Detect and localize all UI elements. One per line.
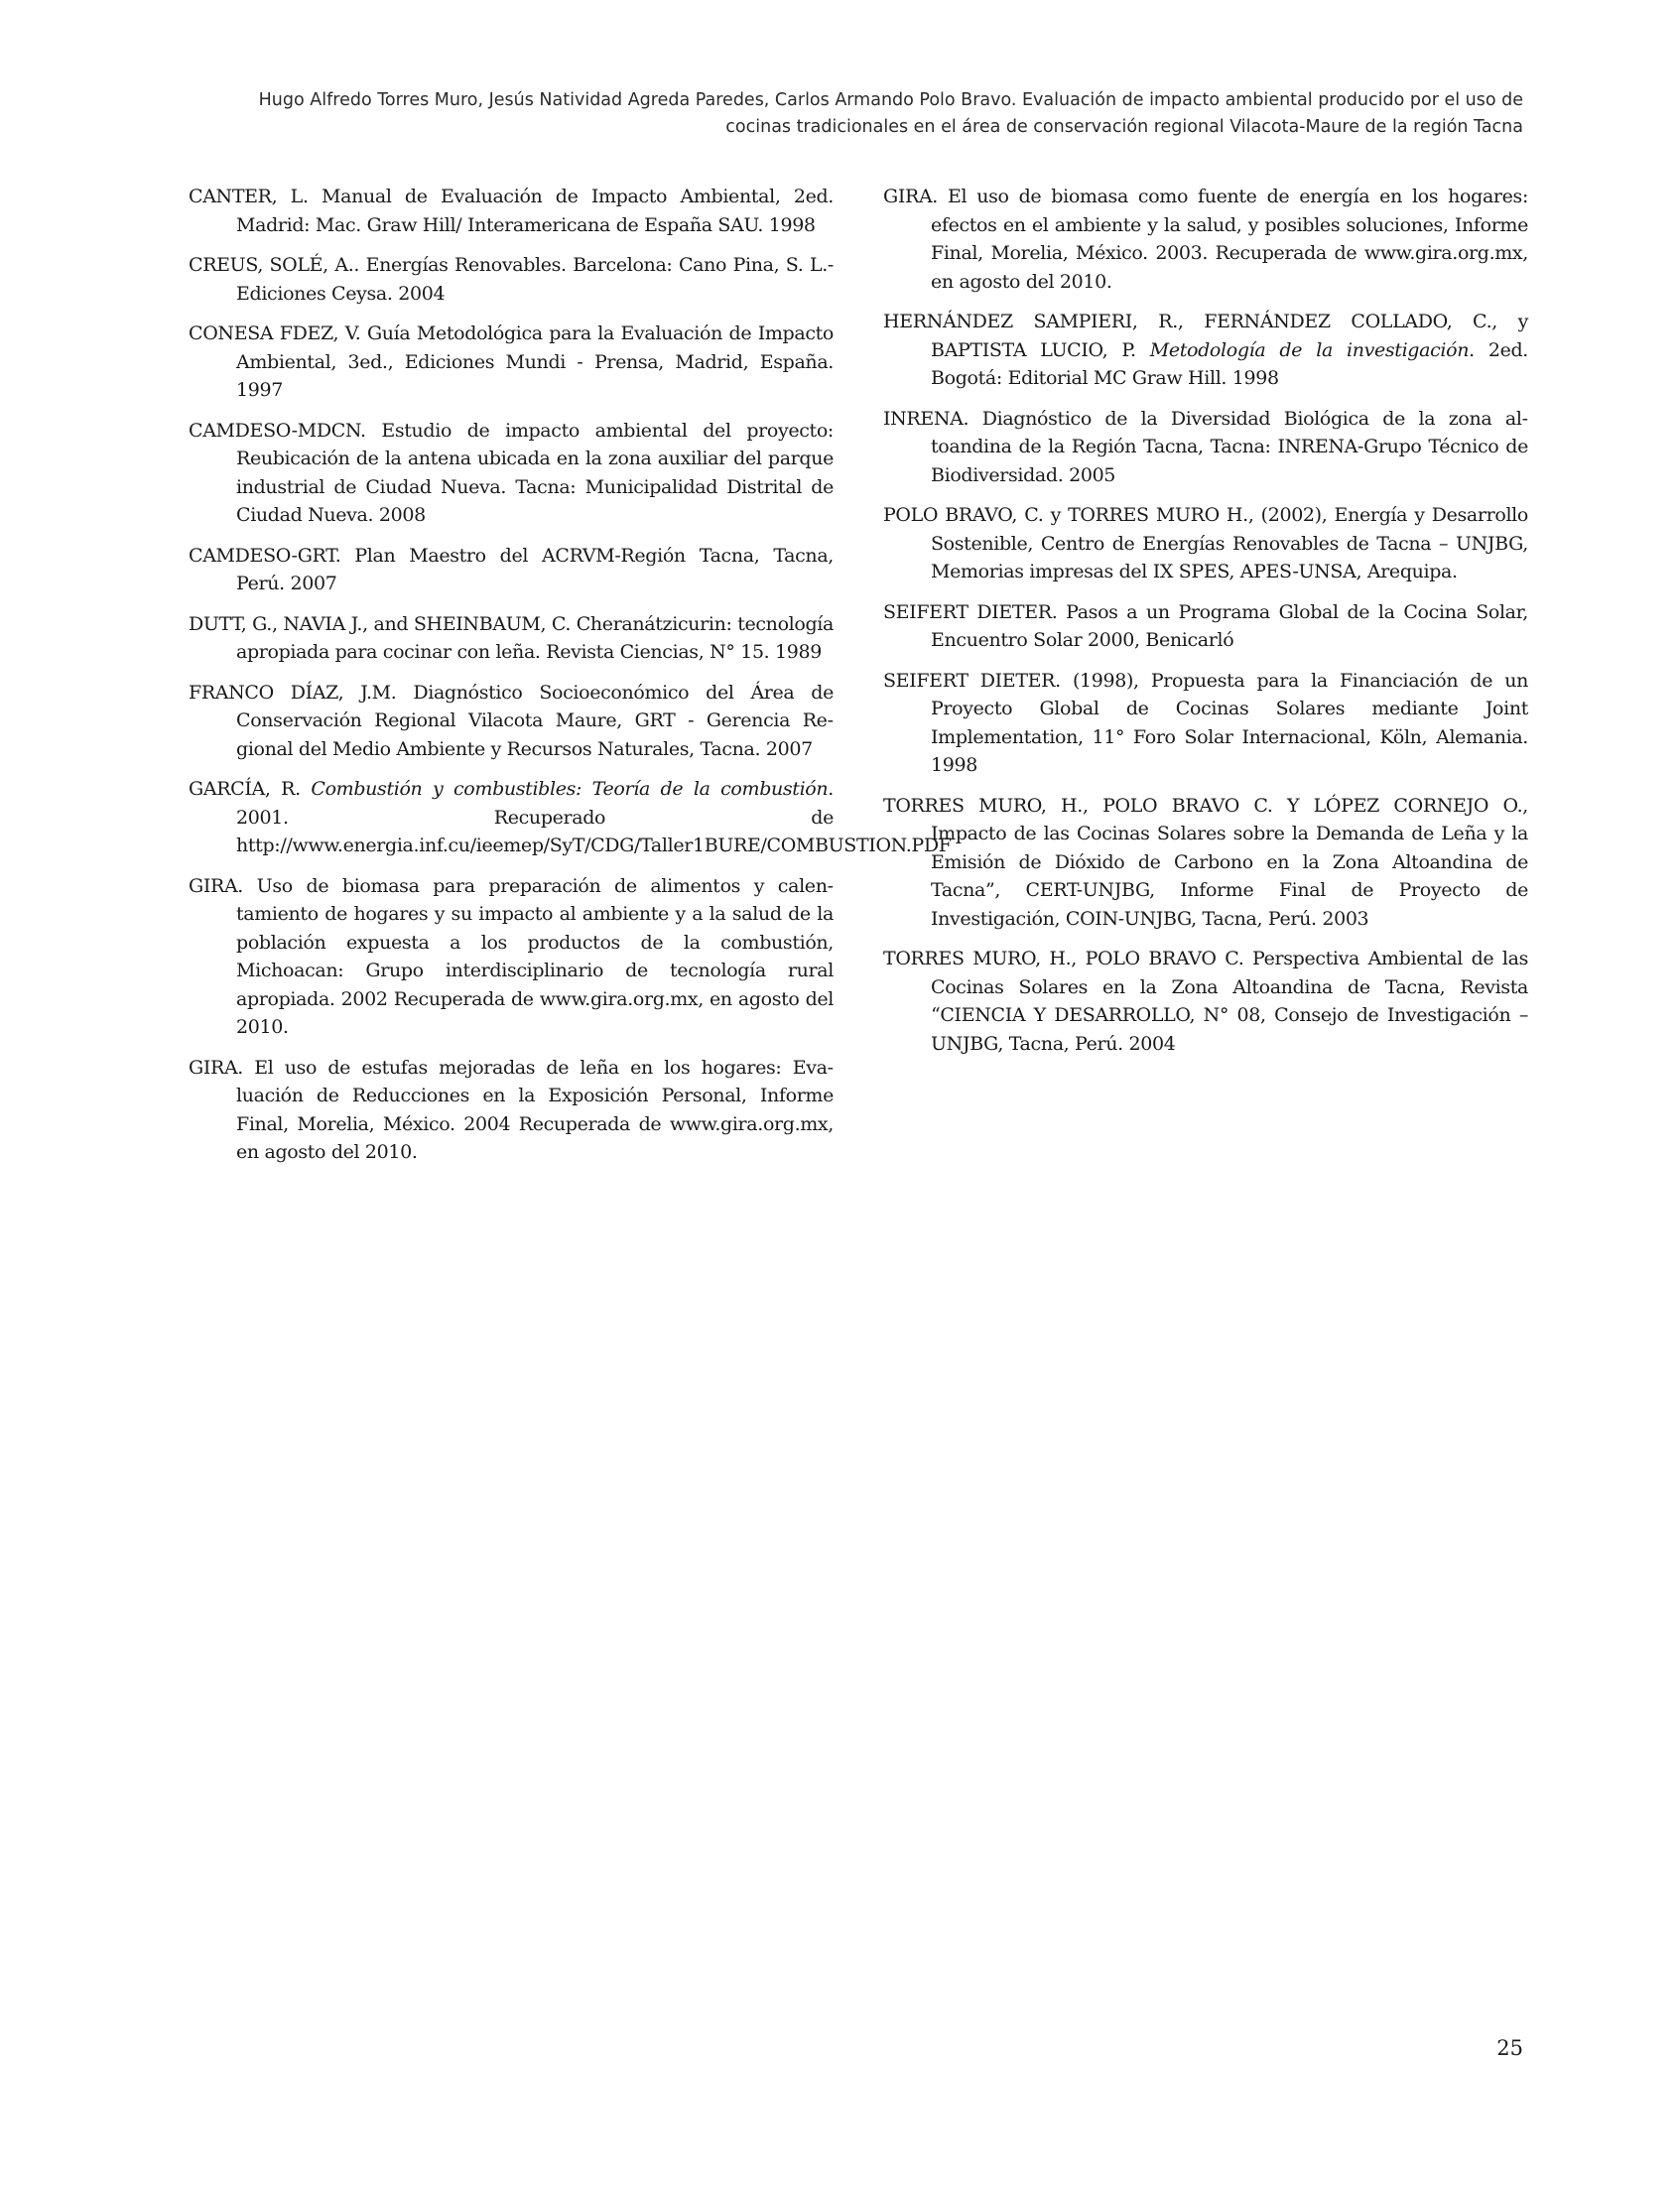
- reference-entry: SEIFERT DIETER. Pasos a un Programa Global de la Cocina Solar, Encuentro Solar 2000, Benicarló: [883, 600, 1528, 651]
- reference-entry: GIRA. Uso de biomasa para preparación de alimentos y calentamiento de hogares y su impacto al ambiente y a la salud de la población expuesta a los productos de la combustión, Michoacan: Grupo interdisciplinario de tecnología rural apropiada. 2002 Recuperada de www.gira.org.mx, en agosto del 2010.: [189, 874, 834, 1038]
- reference-entry: CANTER, L. Manual de Evaluación de Impacto Ambiental, 2ed. Madrid: Mac. Graw Hill/ Interamericana de España SAU. 1998: [189, 186, 834, 236]
- reference-entry: CAMDESO-GRT. Plan Maestro del ACRVM-Región Tacna, Tacna, Perú. 2007: [189, 544, 834, 594]
- reference-entry: GIRA. El uso de biomasa como fuente de energía en los hogares: efectos en el ambiente y la salud, y posibles soluciones, Informe Final, Morelia, México. 2003. Recuperada de www.gira.org.mx, en agosto del 2010.: [883, 186, 1528, 293]
- running-header-line-2: cocinas tradicionales en el área de conservación regional Vilacota-Maure de la región Tacna: [725, 117, 1523, 137]
- reference-entry: SEIFERT DIETER. (1998), Propuesta para la Financiación de un Proyecto Global de Cocinas Solares mediante Joint Implementation, 11° Foro Solar Internacional, Köln, Alemania. 1998: [883, 669, 1528, 776]
- reference-entry: CAMDESO-MDCN. Estudio de impacto ambiental del proyecto: Reubicación de la antena ubicada en la zona auxiliar del parque industrial de Ciudad Nueva. Tacna: Municipalidad Distrital de Ciudad Nueva. 2008: [189, 419, 834, 526]
- reference-entry: TORRES MURO, H., POLO BRAVO C. Perspectiva Ambiental de las Cocinas Solares en la Zona Altoandina de Tacna, Revista “CIENCIA Y DESARROLLO, N° 08, Consejo de Investigación – UNJBG, Tacna, Perú. 2004: [883, 948, 1528, 1055]
- reference-entry: TORRES MURO, H., POLO BRAVO C. Y LÓPEZ CORNEJO O., Impacto de las Cocinas Solares sobre la Demanda de Leña y la Emisión de Dióxido de Carbono en la Zona Altoandina de Tacna”, CERT-UNJBG, Informe Final de Proyecto de Investigación, COIN-UNJBG, Tacna, Perú. 2003: [883, 794, 1528, 930]
- running-header-line-1: Hugo Alfredo Torres Muro, Jesús Natividad Agreda Paredes, Carlos Armando Polo Bravo. Evaluación de impacto ambiental producido por el uso de: [258, 90, 1523, 110]
- running-header: [134, 87, 1523, 141]
- reference-entry: GARCÍA, R. Combustión y combustibles: Teoría de la combustión. 2001. Recuperado de http://www.energia.inf.cu/ieemep/SyT/CDG/Taller1BURE/COMBUSTION.PDF: [189, 778, 952, 856]
- reference-italic-title: Combustión y combustibles: Teoría de la combustión: [311, 778, 829, 800]
- references-right-column: [883, 183, 1528, 1070]
- reference-entry: HERNÁNDEZ SAMPIERI, R., FERNÁNDEZ COLLADO, C., y BAPTISTA LUCIO, P. Metodología de la investigación. 2ed. Bogotá: Editorial MC Graw Hill. 1998: [883, 311, 1528, 389]
- reference-entry: DUTT, G., NAVIA J., and SHEINBAUM, C. Cheranátzicurin: tecnología apropiada para cocinar con leña. Revista Ciencias, N° 15. 1989: [189, 612, 834, 663]
- reference-entry: FRANCO DÍAZ, J.M. Diagnóstico Socioeconómico del Área de Conservación Regional Vilacota Maure, GRT - Gerencia Regional del Medio Ambiente y Recursos Naturales, Tacna. 2007: [189, 681, 834, 760]
- reference-entry: POLO BRAVO, C. y TORRES MURO H., (2002), Energía y Desarrollo Sostenible, Centro de Energías Renovables de Tacna – UNJBG, Memorias impresas del IX SPES, APES-UNSA, Arequipa.: [883, 504, 1528, 582]
- reference-entry: CONESA FDEZ, V. Guía Metodológica para la Evaluación de Impacto Ambiental, 3ed., Ediciones Mundi - Prensa, Madrid, España. 1997: [189, 322, 834, 401]
- reference-italic-title: Metodología de la investigación: [1149, 338, 1470, 361]
- reference-entry: CREUS, SOLÉ, A.. Energías Renovables. Barcelona: Cano Pina, S. L.-Ediciones Ceysa. 2004: [189, 254, 834, 305]
- page-number: 25: [1496, 2036, 1523, 2060]
- reference-entry: GIRA. El uso de estufas mejoradas de leña en los hogares: Evaluación de Reducciones en la Exposición Personal, Informe Final, Morelia, México. 2004 Recuperada de www.gira.org.mx, en agosto del 2010.: [189, 1056, 834, 1163]
- reference-entry: INRENA. Diagnóstico de la Diversidad Biológica de la zona altoandina de la Región Tacna, Tacna: INRENA-Grupo Técnico de Biodiversidad. 2005: [883, 407, 1528, 486]
- references-left-column: [189, 183, 952, 1179]
